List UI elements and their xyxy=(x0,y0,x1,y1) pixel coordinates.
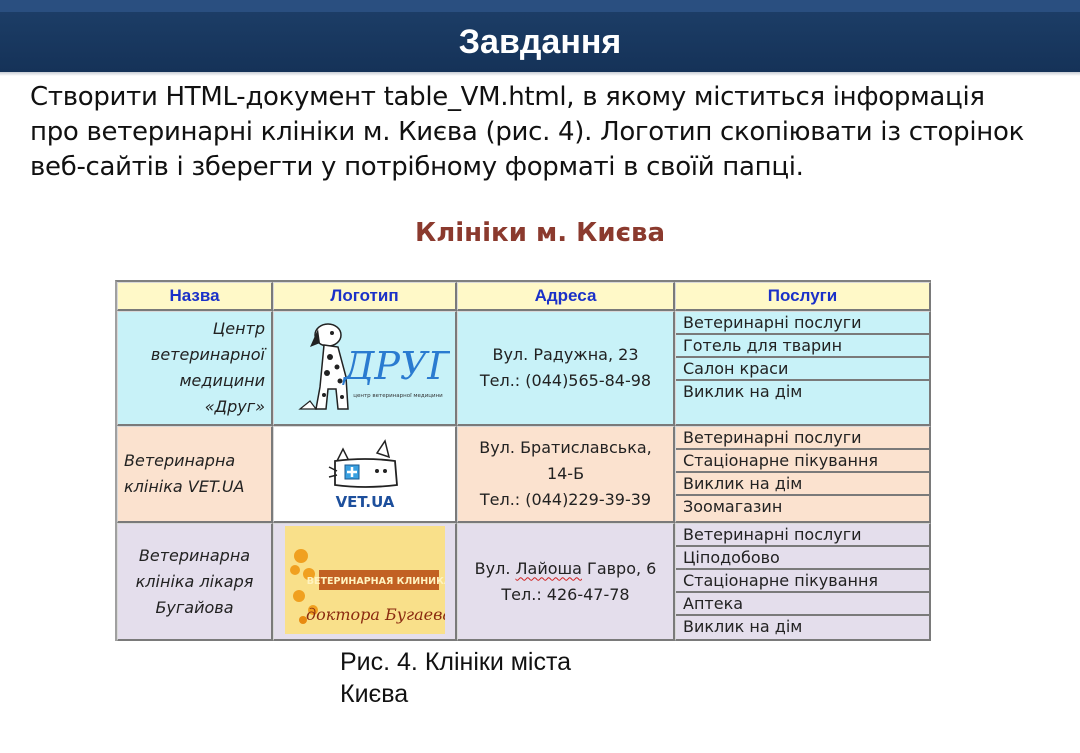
header-logo: Логотип xyxy=(273,282,457,311)
header-name: Назва xyxy=(117,282,273,311)
list-item: Готель для тварин xyxy=(676,335,929,358)
address-prefix: Вул. xyxy=(474,558,516,578)
clinic-services xyxy=(675,426,931,523)
list-item: Виклик на дім xyxy=(676,616,929,637)
table-header-row xyxy=(117,282,931,311)
logo-text-top: ВЕТЕРИНАРНАЯ КЛИНИКА xyxy=(306,575,445,587)
clinics-table xyxy=(115,280,931,641)
address-phone: Тел.: (044)229-39-39 xyxy=(479,490,652,509)
clinic-name xyxy=(117,523,273,641)
slide-title: Завдання xyxy=(0,12,1080,72)
clinic-name xyxy=(117,311,273,426)
caption-line: Києва xyxy=(340,680,409,708)
task-line-2: про ветеринарні клініки м. Києва (рис. 4). Логотип скопіювати із сторінок xyxy=(30,117,1024,147)
list-item: Стаціонарне пікування xyxy=(676,570,929,593)
address-suffix: Гавро, 6 xyxy=(581,558,657,578)
list-item: Аптека xyxy=(676,593,929,616)
top-accent-bar xyxy=(0,0,1080,12)
task-description xyxy=(30,80,1070,185)
list-item: Ветеринарні послуги xyxy=(676,312,929,335)
address-line xyxy=(462,556,669,582)
task-line-3: веб-сайтів і зберегти у потрібному форматі в своїй папці. xyxy=(30,152,804,182)
list-item: Виклик на дім xyxy=(676,381,929,402)
clinic-services xyxy=(675,523,931,641)
task-line-1: Створити HTML-документ table_VM.html, в якому міститься інформація xyxy=(30,82,985,112)
clinic-name xyxy=(117,426,273,523)
address-line: Вул. Братиславська, xyxy=(479,438,652,457)
clinic-logo-cell xyxy=(273,311,457,426)
clinic-name-line: клініка VET.UA xyxy=(124,477,245,496)
address-phone: Тел.: 426-47-78 xyxy=(501,584,630,604)
list-item: Салон краси xyxy=(676,358,929,381)
table-row xyxy=(117,311,931,426)
clinic-logo-cell xyxy=(273,523,457,641)
clinic-name-line: Бугайова xyxy=(155,597,234,617)
clinic-name-line: медицини xyxy=(179,371,265,390)
table-row xyxy=(117,426,931,523)
figure-caption xyxy=(340,646,571,710)
list-item: Ветеринарні послуги xyxy=(676,427,929,450)
clinic-name-line: ветеринарної xyxy=(150,345,265,364)
clinic-address xyxy=(457,311,675,426)
clinic-address xyxy=(457,426,675,523)
header-address: Адреса xyxy=(457,282,675,311)
logo-text-drug: ДРУГ xyxy=(342,344,450,388)
caption-line: Рис. 4. Клініки міста xyxy=(340,648,572,676)
table-row xyxy=(117,523,931,641)
address-street-spellcheck: Лайоша xyxy=(515,558,582,578)
clinic-services xyxy=(675,311,931,426)
list-item: Ветеринарні послуги xyxy=(676,524,929,547)
list-item: Стаціонарне пікування xyxy=(676,450,929,473)
address-line: Вул. Радужна, 23 xyxy=(492,345,639,364)
paw-prints-logo xyxy=(285,526,445,634)
header-services: Послуги xyxy=(675,282,931,311)
clinic-name-line: Центр xyxy=(212,319,265,338)
clinic-address xyxy=(457,523,675,641)
address-line: 14-Б xyxy=(546,464,585,483)
address-phone: Тел.: (044)565-84-98 xyxy=(479,371,652,390)
logo-text-bottom: доктора Бугаева xyxy=(305,604,445,624)
clinic-name-line: Ветеринарна xyxy=(138,545,251,565)
list-item: Ціподобово xyxy=(676,547,929,570)
logo-subtext: центр ветеринарної медицини xyxy=(352,393,443,399)
dalmatian-dog-logo xyxy=(280,317,450,415)
clinic-name-line: Ветеринарна xyxy=(124,451,236,470)
title-shadow xyxy=(0,72,1080,76)
clinic-name-line: клініка лікаря xyxy=(135,571,254,591)
clinic-logo-cell xyxy=(273,426,457,523)
logo-text-vetua: VET.UA xyxy=(335,493,394,511)
figure-title: Клініки м. Києва xyxy=(414,218,666,248)
list-item: Виклик на дім xyxy=(676,473,929,496)
cat-dog-cross-logo xyxy=(285,427,445,517)
clinic-name-line: «Друг» xyxy=(204,397,265,416)
list-item: Зоомагазин xyxy=(676,496,929,517)
